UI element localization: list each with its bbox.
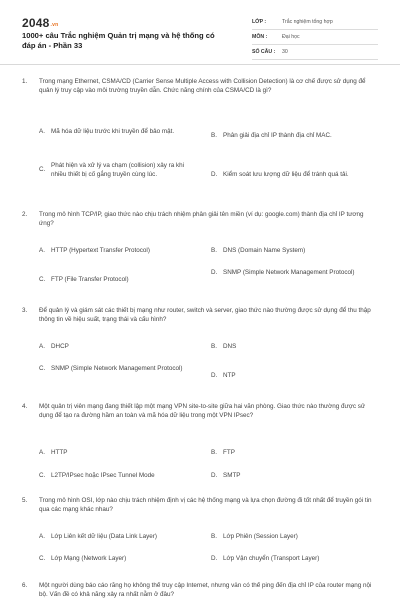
option-c[interactable] [39,162,199,180]
option-letter: B. [211,132,217,139]
option-text: DNS (Domain Name System) [223,247,306,254]
question-number: 1. [22,78,28,85]
question-text: Một quản trị viên mạng đang thiết lập một mạng VPN site-to-site giữa hai văn phòng. Giao thức nào thường được sử dụng để tạo ra đường hầm an toàn và mã hóa dữ liệu trong một VPN IPsec? [39,403,366,419]
question-number: 3. [22,307,28,314]
document-header [0,0,400,65]
option-c[interactable] [39,472,204,481]
option-letter: C. [39,472,46,479]
option-text: DNS [223,343,237,350]
option-letter: A. [39,533,45,540]
option-d[interactable] [211,372,378,381]
option-text: L2TP/IPsec hoặc IPsec Tunnel Mode [51,472,155,479]
question-text: Một người dùng báo cáo rằng họ không thể truy cập Internet, nhưng vẫn có thể ping đến địa chỉ IP của router mạng nội bộ. Vấn đề có khả năng xảy ra nhất nằm ở đâu? [39,582,372,598]
question-number: 4. [22,403,28,410]
option-text: Mã hóa dữ liệu trước khi truyền để bảo mật. [51,128,175,135]
option-c[interactable] [39,276,199,285]
option-text: Kiểm soát lưu lượng dữ liệu để tránh quá tải. [223,171,349,178]
option-letter: A. [39,247,45,254]
option-c[interactable] [39,365,189,374]
question-text: Để quản lý và giám sát các thiết bị mạng như router, switch và server, giao thức nào thường được sử dụng để thu thập thông tin về hiệu suất, trạng thái và cấu hình? [39,307,371,323]
option-letter: C. [39,276,46,283]
question-3 [22,307,378,391]
question-text: Trong mô hình OSI, lớp nào chịu trách nhiệm định vị các hệ thống mạng và lựa chọn đường đi tốt nhất để truyền gói tin qua các mạng khác nhau? [39,497,372,513]
option-a[interactable] [39,533,204,542]
option-letter: A. [39,343,45,350]
option-letter: A. [39,449,45,456]
option-text: Lớp Phiên (Session Layer) [223,533,298,540]
option-letter: D. [211,372,218,379]
logo-tld: .vn [50,22,59,28]
document-meta [252,15,378,60]
option-a[interactable] [39,343,199,352]
meta-label: MÔN : [252,34,268,40]
option-text: FTP (File Transfer Protocol) [51,276,129,283]
option-text: Lớp Mạng (Network Layer) [51,555,127,562]
meta-row-count [252,45,378,60]
option-text: FTP [223,449,235,456]
meta-value: Trắc nghiệm tổng hợp [282,19,333,25]
option-text: SNMP (Simple Network Management Protocol) [51,365,183,372]
option-letter: D. [211,269,218,276]
question-1 [22,78,378,198]
option-letter: B. [211,449,217,456]
option-d[interactable] [211,555,378,564]
option-text: HTTP [51,449,68,456]
question-6 [22,582,378,600]
option-letter: C. [39,555,46,562]
question-2 [22,211,378,295]
meta-label: LỚP : [252,19,267,25]
meta-row-class [252,15,378,30]
option-letter: B. [211,533,217,540]
document-title: 1000+ câu Trắc nghiệm Quản trị mạng và hệ thống có đáp án - Phần 33 [22,31,215,50]
option-d[interactable] [211,472,378,481]
logo-main: 2048 [22,16,50,30]
option-b[interactable] [211,132,378,141]
question-4 [22,403,378,487]
question-number: 2. [22,211,28,218]
option-b[interactable] [211,449,378,458]
question-text: Trong mô hình TCP/IP, giao thức nào chịu trách nhiệm phân giải tên miền (ví dụ: google.com) thành địa chỉ IP tương ứng? [39,211,364,227]
meta-value: 30 [282,49,288,55]
option-letter: B. [211,247,217,254]
option-b[interactable] [211,533,378,542]
option-a[interactable] [39,449,199,458]
option-text: Phân giải địa chỉ IP thành địa chỉ MAC. [223,132,332,139]
meta-label: SỐ CÂU : [252,49,276,55]
meta-row-subject [252,30,378,45]
option-text: Lớp Vận chuyển (Transport Layer) [223,555,320,562]
question-text: Trong mạng Ethernet, CSMA/CD (Carrier Sense Multiple Access with Collision Detection) là cơ chế được sử dụng để quản lý truy cập vào môi trường truyền dẫn. Chức năng chính của CSMA/CD là gì? [39,78,366,94]
option-text: SMTP [223,472,241,479]
option-a[interactable] [39,128,189,137]
option-d[interactable] [211,171,378,180]
option-letter: C. [39,166,46,174]
site-logo[interactable] [22,16,58,30]
option-c[interactable] [39,555,204,564]
option-a[interactable] [39,247,199,256]
option-letter: B. [211,343,217,350]
option-letter: D. [211,555,218,562]
option-letter: D. [211,171,218,178]
option-text: Phát hiện và xử lý va chạm (collision) xảy ra khi nhiều thiết bị cố gắng truyền cùng lúc. [51,162,185,178]
option-letter: A. [39,128,45,135]
option-d[interactable] [211,269,361,278]
question-5 [22,497,378,571]
option-text: Lớp Liên kết dữ liệu (Data Link Layer) [51,533,158,540]
question-number: 6. [22,582,28,589]
option-text: NTP [223,372,236,379]
option-b[interactable] [211,343,378,352]
option-text: SNMP (Simple Network Management Protocol) [223,269,355,276]
option-letter: D. [211,472,218,479]
option-letter: C. [39,365,46,372]
option-text: HTTP (Hypertext Transfer Protocol) [51,247,150,254]
option-text: DHCP [51,343,69,350]
option-b[interactable] [211,247,378,256]
question-number: 5. [22,497,28,504]
meta-value: Đại học [282,34,300,40]
